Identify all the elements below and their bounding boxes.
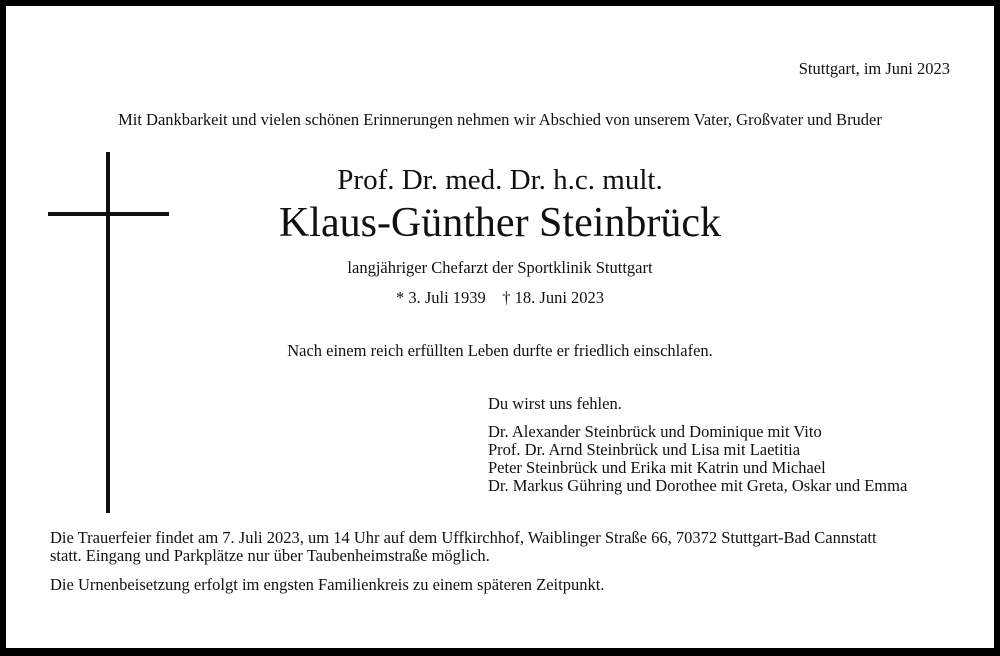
mourner-line: Peter Steinbrück und Erika mit Katrin und Michael (488, 458, 826, 477)
life-dates (0, 289, 1000, 307)
mourner-line: Dr. Alexander Steinbrück und Dominique mit Vito (488, 422, 822, 441)
ceremony-line: statt. Eingang und Parkplätze nur über Taubenheimstraße möglich. (50, 546, 490, 565)
death-date: † 18. Juni 2023 (502, 288, 605, 307)
burial-text: Die Urnenbeisetzung erfolgt im engsten Familienkreis zu einem späteren Zeitpunkt. (50, 575, 605, 594)
intro-text: Mit Dankbarkeit und vielen schönen Erinnerungen nehmen wir Abschied von unserem Vater, Großvater und Bruder (118, 110, 882, 129)
mourner-line: Dr. Markus Gühring und Dorothee mit Greta, Oskar und Emma (488, 476, 908, 495)
deceased-role: langjähriger Chefarzt der Sportklinik Stuttgart (347, 258, 653, 277)
ceremony-line: Die Trauerfeier findet am 7. Juli 2023, um 14 Uhr auf dem Uffkirchhof, Waiblinger Straße 66, 70372 Stuttgart-Bad Cannstatt (50, 528, 877, 547)
place-date: Stuttgart, im Juni 2023 (798, 59, 950, 78)
mourner-line: Prof. Dr. Arnd Steinbrück und Lisa mit Laetitia (488, 440, 801, 459)
farewell-text: Du wirst uns fehlen. (488, 394, 622, 413)
deceased-name: Klaus-Günther Steinbrück (278, 200, 722, 246)
birth-date: * 3. Juli 1939 (395, 288, 486, 307)
statement: Nach einem reich erfüllten Leben durfte er friedlich einschlafen. (287, 341, 713, 360)
academic-title: Prof. Dr. med. Dr. h.c. mult. (337, 164, 663, 196)
